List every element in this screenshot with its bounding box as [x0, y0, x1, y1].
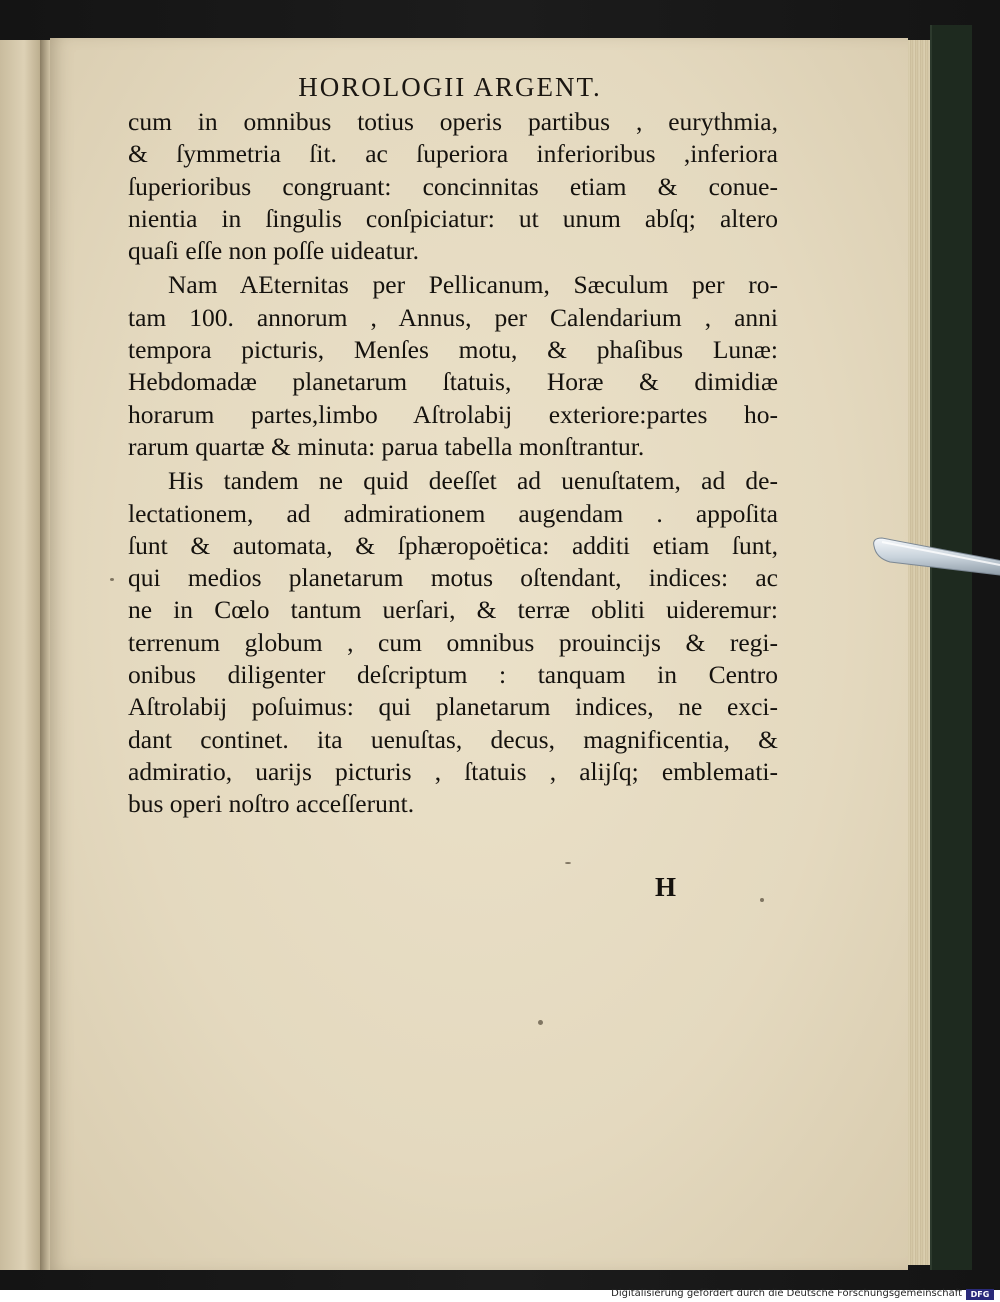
- text-line: dant continet. ita uenuſtas, decus, magnificentia, &: [128, 724, 778, 754]
- ink-spot: [565, 862, 571, 864]
- text-line: tam 100. annorum , Annus, per Calendarium , anni: [128, 302, 778, 332]
- ink-spot: [110, 578, 114, 581]
- show-through-text: [150, 840, 850, 876]
- text-line: bus operi noſtro acceſſerunt.: [128, 789, 415, 819]
- page-stack-edges: [906, 40, 930, 1265]
- text-line: His tandem ne quid deeſſet ad uenuſtatem, ad de-: [168, 466, 778, 496]
- footer-credit: Digitalisierung gefördert durch die Deutsche Forschungsgemeinschaft: [611, 1288, 962, 1299]
- ink-spot: [538, 1020, 543, 1025]
- text-line: ſunt & automata, & ſphæropoëtica: additi etiam ſunt,: [128, 530, 778, 560]
- text-line: & ſymmetria ſit. ac ſuperiora inferioribus ,inferiora: [128, 139, 778, 169]
- running-head: HOROLOGII ARGENT.: [298, 72, 602, 102]
- paragraph-3: [128, 465, 778, 820]
- text-line: lectationem, ad admirationem augendam . appoſita: [128, 498, 778, 528]
- text-line: Hebdomadæ planetarum ſtatuis, Horæ & dimidiæ: [128, 367, 778, 397]
- text-line: nientia in ſingulis conſpiciatur: ut unum abſq; altero: [128, 203, 778, 233]
- paragraph-1: [128, 106, 778, 267]
- text-line: qui medios planetarum motus oſtendant, indices: ac: [128, 563, 778, 593]
- ink-spot: [760, 898, 764, 902]
- body-text: [128, 106, 778, 821]
- text-line: tempora picturis, Menſes motu, & phaſibus Lunæ:: [128, 335, 778, 365]
- text-line: rarum quartæ & minuta: parua tabella monſtrantur.: [128, 431, 645, 461]
- text-line: quaſi eſſe non poſſe uideatur.: [128, 236, 420, 266]
- facing-page-edge: [0, 40, 42, 1270]
- book-cover-edge: [930, 25, 972, 1270]
- text-line: Nam AEternitas per Pellicanum, Sæculum per ro-: [168, 270, 778, 300]
- dfg-logo: DFG: [966, 1289, 994, 1300]
- text-line: onibus diligenter deſcriptum : tanquam in Centro: [128, 660, 778, 690]
- text-line: horarum partes,limbo Aſtrolabij exteriore:partes ho-: [128, 399, 778, 429]
- text-line: Aſtrolabij poſuimus: qui planetarum indices, ne exci-: [128, 692, 778, 722]
- book-gutter: [40, 40, 50, 1270]
- text-line: admiratio, uarijs picturis , ſtatuis , alijſq; emblemati-: [128, 756, 778, 786]
- text-line: cum in omnibus totius operis partibus , eurythmia,: [128, 107, 778, 136]
- catchword: H: [655, 872, 677, 902]
- page-holder-pointer-icon: [870, 532, 1000, 576]
- text-line: ne in Cœlo tantum uerſari, & terræ obliti uideremur:: [128, 595, 778, 625]
- text-line: terrenum globum , cum omnibus prouincijs & regi-: [128, 627, 778, 657]
- text-line: ſuperioribus congruant: concinnitas etiam & conue-: [128, 171, 778, 201]
- paragraph-2: [128, 269, 778, 463]
